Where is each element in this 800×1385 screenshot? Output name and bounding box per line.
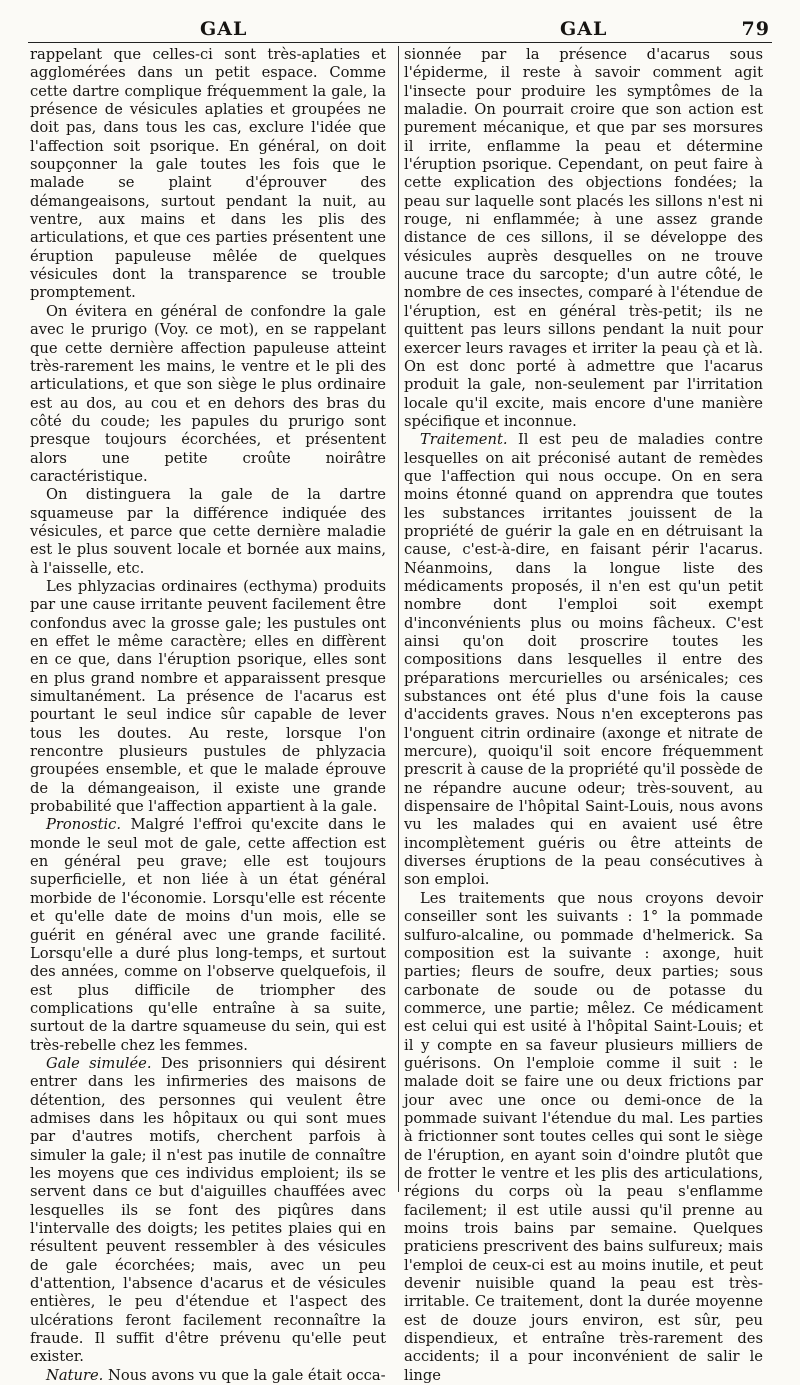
paragraph-text: Il est peu de maladies contre lesquelles on ait préconisé autant de remèdes que l'affection qui nous occupe. On en sera moins étonné quand on apprendra que toutes les substances irritantes jouissent de la propriété de guérir la gale en en détruisant la cause, c'est-à-dire, en faisant périr l'acarus. Néanmoins, dans la longue liste des médicaments proposés, il n'en est qu'un petit nombre dont l'emploi soit exempt d'inconvénients plus ou moins fâcheux. C'est ainsi qu'on doit proscrire toutes les compositions dans lesquelles il entre des préparations mercurielles ou arsénicales; ces substances ont été plus d'une fois la cause d'accidents graves. Nous n'en excepterons pas l'onguent citrin ordinaire (axonge et nitrate de mercure), quoiqu'il soit encore fréquemment prescrit à cause de la propriété qu'il possède de ne répandre aucune odeur; très-souvent, au dispensaire de l'hôpital Saint-Louis, nous avons vu les malades qui en avaient usé être incomplètement guéris ou être atteints de diverses éruptions de la peau consécutives à son emploi.: [404, 431, 763, 889]
header-right-title: GAL: [560, 18, 608, 40]
paragraph-lead: Pronostic.: [46, 816, 122, 834]
paragraph-traitement: [404, 431, 763, 890]
paragraph: [404, 890, 763, 1385]
page-number: 79: [741, 18, 770, 40]
paragraph-lead: Traitement.: [420, 431, 508, 449]
paragraph-text: Les traitements que nous croyons devoir conseiller sont les suivants : 1° la pommade sulfuro-alcaline, ou pommade d'helmerick. Sa composition est la suivante : axonge, huit parties; fleurs de soufre, deux parties; sous carbonate de soude ou de potasse du commerce, une partie; mêlez. Ce médicament est celui qui est usité à l'hôpital Saint-Louis; et il y compte en sa faveur plusieurs milliers de guérisons. On l'emploie comme il suit : le malade doit se faire une ou deux frictions par jour avec une once ou demi-once de la pommade suivant l'étendue du mal. Les parties à frictionner sont toutes celles qui sont le siège de l'éruption, en ayant soin d'oindre plutôt que de frotter le ventre et les plis des articulations, régions du corps où la peau s'enflamme facilement; il est utile aussi qu'il prenne au moins trois bains par semaine. Quelques praticiens prescrivent des bains sulfureux; mais l'emploi de ceux-ci est au moins inutile, et peut devenir nuisible quand la peau est très-irritable. Ce traitement, dont la durée moyenne est de douze jours environ, est sûr, peu dispendieux, et entraîne très-rarement des accidents; il a pour inconvénient de salir le linge: [404, 889, 763, 1384]
paragraph: [30, 486, 386, 578]
paragraph-gale-simulee: [30, 1055, 386, 1367]
paragraph-text: On distinguera la gale de la dartre squameuse par la différence indiquée des vésicules, et parce que cette dernière maladie est le plus souvent locale et bornée aux mains, à l'aisselle, etc.: [30, 486, 386, 577]
paragraph-nature: [30, 1367, 386, 1385]
paragraph-text: Des prisonniers qui désirent entrer dans les infirmeries des maisons de détention, des personnes qui veulent être admises dans les hôpitaux ou qui sont mues par d'autres motifs, cherchent parfois à simuler la gale; il n'est pas inutile de connaître les moyens que ces individus emploient; ils se servent dans ce but d'aiguilles chauffées avec lesquelles ils se font des piqûres dans l'intervalle des doigts; les petites plaies qui en résultent peuvent ressembler à des vésicules de gale écorchées; mais, avec un peu d'attention, l'absence d'acarus et de vésicules entières, le peu d'étendue et l'aspect des ulcérations feront facilement reconnaître la fraude. Il suffit d'être prévenu qu'elle peut exister.: [30, 1054, 387, 1366]
paragraph-lead: Gale simulée.: [46, 1054, 152, 1072]
paragraph-text: Les phlyzacias ordinaires (ecthyma) produits par une cause irritante peuvent facilement être confondus avec la grosse gale; les pustules ont en effet le même caractère; elles en diffèrent en ce que, dans l'éruption psorique, elles sont en plus grand nombre et apparaissent presque simultanément. La présence de l'acarus est pourtant le seul indice sûr capable de lever tous les doutes. Au reste, lorsque l'on rencontre plusieurs pustules de phlyzacia groupées ensemble, et que le malade éprouve de la démangeaison, il existe une grande probabilité que l'affection appartient à la gale.: [30, 577, 386, 816]
paragraph: [30, 578, 386, 816]
paragraph-text: sionnée par la présence d'acarus sous l'épiderme, il reste à savoir comment agit l'insecte pour produire les symptômes de la maladie. On pourrait croire que son action est purement mécanique, et que par ses morsures il irrite, enflamme la peau et détermine l'éruption psorique. Cependant, on peut faire à cette explication des objections fondées; la peau sur laquelle sont placés les sillons n'est ni rouge, ni enflammée; à une assez grande distance de ces sillons, il se développe des vésicules auprès desquelles on ne trouve aucune trace du sarcopte; d'un autre côté, le nombre de ces insectes, comparé à l'étendue de l'éruption, est en général très-petit; ils ne quittent pas leurs sillons pendant la nuit pour exercer leurs ravages et irriter la peau çà et là. On est donc porté à admettre que l'acarus produit la gale, non-seulement par l'irritation locale qu'il excite, mais encore d'une manière spécifique et inconnue.: [404, 46, 763, 430]
running-header: [30, 14, 770, 44]
paragraph-text: Malgré l'effroi qu'excite dans le monde le seul mot de gale, cette affection est en général peu grave; elle est toujours superficielle, et non liée à un état général morbide de l'économie. Lorsqu'elle est récente et qu'elle date de moins d'un mois, elle se guérit en général avec une grande facilité. Lorsqu'elle a duré plus long-temps, et surtout des années, comme on l'observe quelquefois, il est plus difficile de triompher des complications qu'elle entraîne à sa suite, surtout de la dartre squameuse du sein, qui est très-rebelle chez les femmes.: [30, 816, 386, 1054]
right-column: [404, 46, 763, 1384]
header-rule: [28, 42, 772, 43]
paragraph: [30, 46, 386, 303]
paragraph-text: Nous avons vu que la gale était occa-: [103, 1366, 386, 1384]
left-column: [30, 46, 387, 1384]
paragraph-text: On évitera en général de confondre la gale avec le prurigo (Voy. ce mot), en se rappelant que cette dernière affection papuleuse atteint très-rarement les mains, le ventre et le pli des articulations, et que son siège le plus ordinaire est au dos, au cou et en dehors des bras du côté du coude; les papules du prurigo sont presque toujours écorchées, et présentent alors une petite croûte noirâtre caractéristique.: [30, 302, 386, 485]
paragraph: [30, 303, 386, 486]
column-divider: [398, 46, 399, 1192]
paragraph-pronostic: [30, 816, 386, 1054]
paragraph-text: rappelant que celles-ci sont très-aplaties et agglomérées dans un petit espace. Comme cette dartre complique fréquemment la gale, la présence de vésicules aplaties et groupées ne doit pas, dans tous les cas, exclure l'idée que l'affection soit psorique. En général, on doit soupçonner la gale toutes les fois que le malade se plaint d'éprouver des démangeaisons, surtout pendant la nuit, au ventre, aux mains et dans les plis des articulations, et que ces parties présentent une éruption papuleuse mêlée de quelques vésicules dont la transparence se trouble promptement.: [30, 46, 386, 302]
paragraph: [404, 46, 763, 431]
paragraph-lead: Nature.: [46, 1366, 104, 1384]
header-left-title: GAL: [200, 18, 248, 40]
